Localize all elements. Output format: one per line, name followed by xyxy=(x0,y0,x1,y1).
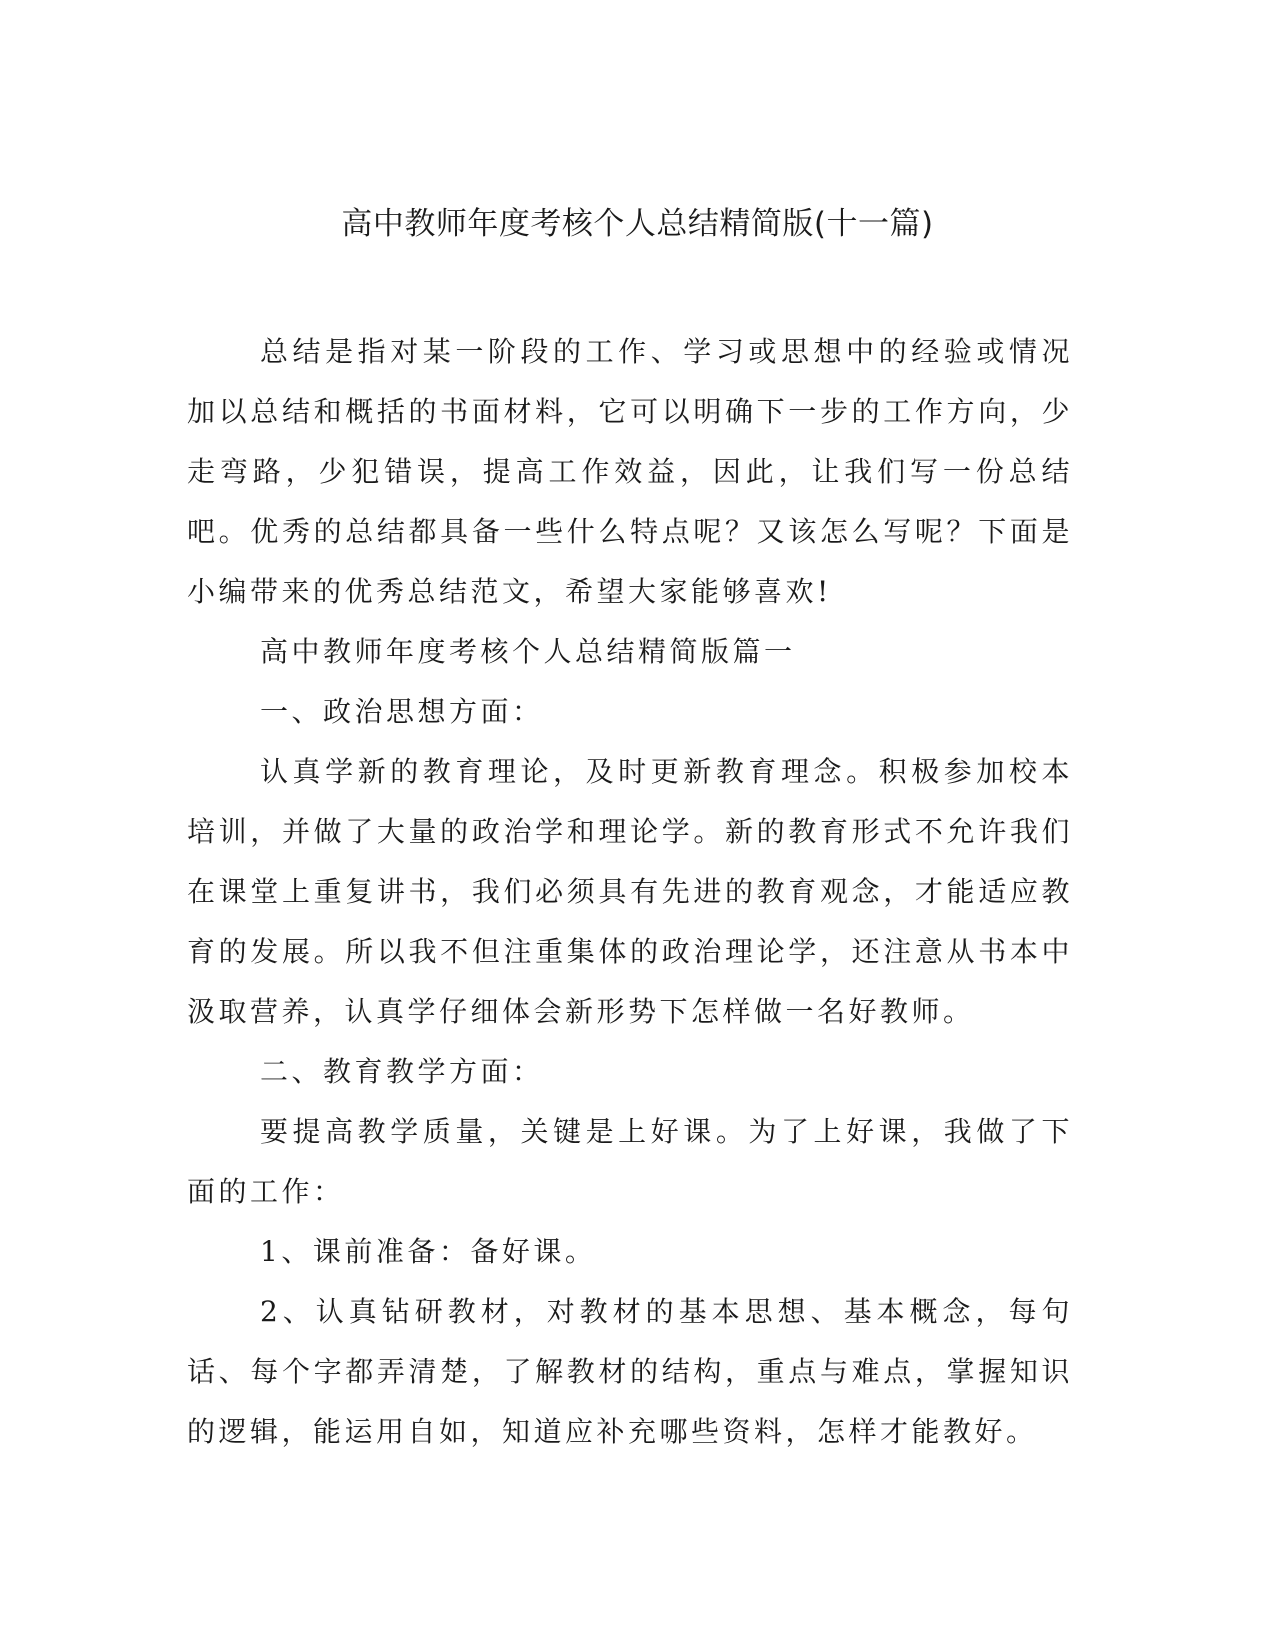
section-heading-part-one: 高中教师年度考核个人总结精简版篇一 xyxy=(260,635,796,668)
intro-paragraph: 总结是指对某一阶段的工作、学习或思想中的经验或情况加以总结和概括的书面材料，它可以明确下一步的工作方向，少走弯路，少犯错误，提高工作效益，因此，让我们写一份总结吧。优秀的总结都具备一些什么特点呢？又该怎么写呢？下面是小编带来的优秀总结范文，希望大家能够喜欢! xyxy=(187,335,1073,608)
list-item-1: 1、课前准备：备好课。 xyxy=(260,1235,597,1268)
subheading-politics: 一、政治思想方面： xyxy=(260,695,544,728)
politics-paragraph: 认真学新的教育理论，及时更新教育理念。积极参加校本培训，并做了大量的政治学和理论学。新的教育形式不允许我们在课堂上重复讲书，我们必须具有先进的教育观念，才能适应教育的发展。所以我不但注重集体的政治理论学，还注意从书本中汲取营养，认真学仔细体会新形势下怎样做一名好教师。 xyxy=(187,755,1073,1028)
teaching-paragraph: 要提高教学质量，关键是上好课。为了上好课，我做了下面的工作： xyxy=(187,1115,1073,1208)
list-item-2: 2、认真钻研教材，对教材的基本思想、基本概念，每句话、每个字都弄清楚，了解教材的结构，重点与难点，掌握知识的逻辑，能运用自如，知道应补充哪些资料，怎样才能教好。 xyxy=(187,1295,1073,1448)
subheading-teaching: 二、教育教学方面： xyxy=(260,1055,544,1088)
document-title: 高中教师年度考核个人总结精简版(十一篇) xyxy=(341,206,934,242)
document-body xyxy=(187,322,1073,1462)
